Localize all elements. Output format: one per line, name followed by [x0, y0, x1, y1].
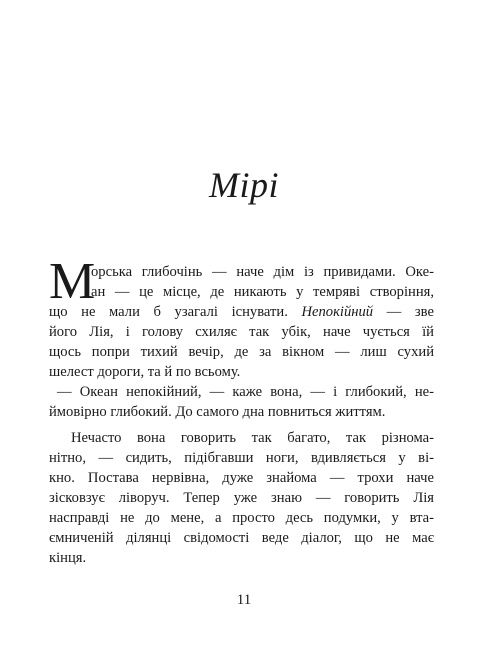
text-line: зісковзує ліворуч. Тепер уже знаю — говорить Лія — [49, 490, 434, 506]
drop-cap: М — [49, 253, 96, 310]
text-line: ємниченій ділянці свідомості веде діалог, що не має — [49, 530, 434, 546]
text-line: Нечасто вона говорить так багато, так різнома- — [71, 430, 434, 446]
text-segment: — зве — [373, 304, 434, 320]
text-line: кінця. — [49, 550, 87, 566]
body-text — [49, 253, 434, 568]
paragraph-2 — [49, 382, 434, 422]
text-line: — Океан непокійний, — каже вона, — і глибокий, не- — [57, 384, 434, 400]
text-line: ан — це місце, де никають у темряві створіння, — [91, 284, 434, 300]
page-number: 11 — [236, 592, 252, 608]
text-line: ймовірно глибокий. До самого дна повниться життям. — [49, 404, 386, 420]
text-line: щось попри тихий вечір, де за вікном — лиш сухий — [49, 344, 434, 360]
chapter-title: Мірі — [209, 165, 279, 205]
text-line: нітно, — сидить, підібгавши ноги, вдивляється у ві- — [49, 450, 434, 466]
paragraph-3 — [49, 428, 434, 568]
text-line: кно. Постава нервівна, дуже знайома — трохи наче — [49, 470, 434, 486]
text-line — [49, 302, 434, 322]
text-line: шелест дороги, та й по всьому. — [49, 364, 241, 380]
text-line: насправді не до мене, а просто десь подумки, у вта- — [49, 510, 434, 526]
text-line: його Лія, і голову схиляє так убік, наче чується їй — [49, 324, 434, 340]
emphasis-word: Непокійний — [301, 304, 374, 320]
text-line: орська глибочінь — наче дім із привидами. Оке- — [91, 264, 434, 280]
text-segment: що не мали б узагалі існувати. — [49, 304, 288, 320]
paragraph-1 — [49, 253, 434, 382]
